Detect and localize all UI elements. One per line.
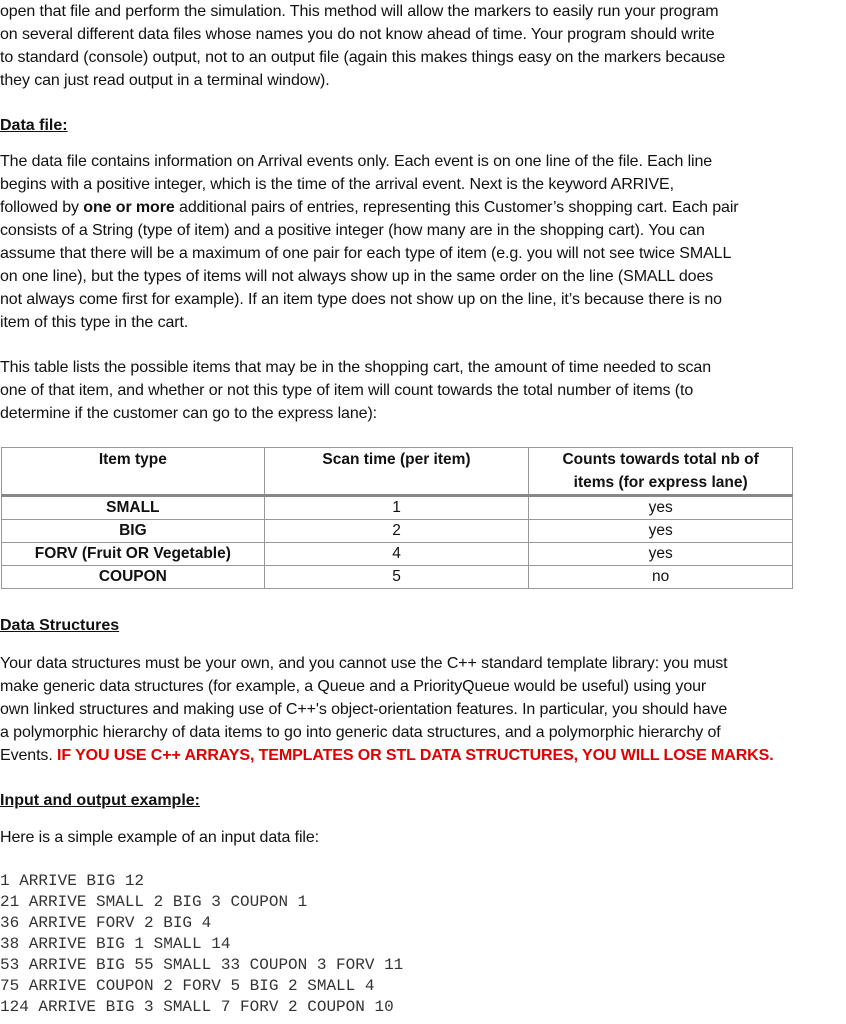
table-row	[2, 496, 793, 520]
input-line: 38 ARRIVE BIG 1 SMALL 14	[0, 935, 231, 953]
data-file-paragraph	[0, 150, 739, 334]
bold-text: one or more	[83, 199, 175, 216]
counts-cell: no	[529, 566, 793, 589]
column-header-scan-time: Scan time (per item)	[264, 448, 529, 496]
item-type-cell: COUPON	[2, 566, 265, 589]
paragraph-line: one of that item, and whether or not this type of item will count towards the total number of items (to	[0, 382, 694, 399]
paragraph-line: own linked structures and making use of C++'s object-orientation features. In particular, you should have	[0, 701, 728, 718]
scan-time-cell: 2	[264, 520, 529, 543]
input-line: 124 ARRIVE BIG 3 SMALL 7 FORV 2 COUPON 10	[0, 998, 394, 1016]
paragraph-line: consists of a String (type of item) and a positive integer (how many are in the shopping cart). You can	[0, 222, 705, 239]
counts-cell: yes	[529, 543, 793, 566]
intro-line: open that file and perform the simulation. This method will allow the markers to easily run your program	[0, 3, 719, 20]
table-intro-paragraph	[0, 356, 711, 425]
paragraph-line	[0, 744, 774, 767]
column-header-item-type: Item type	[2, 448, 265, 496]
table-row	[2, 566, 793, 589]
paragraph-line: begins with a positive integer, which is the time of the arrival event. Next is the keyword ARRIVE,	[0, 176, 674, 193]
paragraph-line: determine if the customer can go to the express lane):	[0, 405, 378, 422]
paragraph-line: on one line), but the types of items will not always show up in the same order on the line (SMALL does	[0, 268, 714, 285]
counts-cell: yes	[529, 496, 793, 520]
counts-cell: yes	[529, 520, 793, 543]
column-header-counts	[529, 448, 793, 496]
paragraph-line: make generic data structures (for example, a Queue and a PriorityQueue would be useful) using your	[0, 678, 707, 695]
item-type-cell: FORV (Fruit OR Vegetable)	[2, 543, 265, 566]
input-data-example	[0, 871, 403, 1018]
input-line: 53 ARRIVE BIG 55 SMALL 33 COUPON 3 FORV 11	[0, 956, 404, 974]
text-run: additional pairs of entries, representing this Customer’s shopping cart. Each pair	[174, 199, 739, 216]
data-structures-paragraph	[0, 652, 774, 767]
intro-paragraph	[0, 0, 725, 92]
text-run: Events.	[0, 747, 58, 764]
table-row	[2, 520, 793, 543]
paragraph-line: not always come first for example). If an item type does not show up on the line, it’s because there is no	[0, 291, 722, 308]
item-type-cell: SMALL	[2, 496, 265, 520]
paragraph-line: item of this type in the cart.	[0, 314, 189, 331]
io-example-intro: Here is a simple example of an input data file:	[0, 829, 320, 846]
warning-text: IF YOU USE C++ ARRAYS, TEMPLATES OR STL DATA STRUCTURES, YOU WILL LOSE MARKS.	[57, 747, 774, 764]
input-line: 21 ARRIVE SMALL 2 BIG 3 COUPON 1	[0, 893, 308, 911]
paragraph-line: a polymorphic hierarchy of data items to go into generic data structures, and a polymorphic hierarchy of	[0, 724, 721, 741]
paragraph-line: The data file contains information on Arrival events only. Each event is on one line of the file. Each line	[0, 153, 713, 170]
paragraph-line: This table lists the possible items that may be in the shopping cart, the amount of time needed to scan	[0, 359, 711, 376]
scan-time-cell: 5	[264, 566, 529, 589]
table-header-row	[2, 448, 793, 496]
intro-line: to standard (console) output, not to an output file (again this makes things easy on the markers because	[0, 49, 726, 66]
input-line: 75 ARRIVE COUPON 2 FORV 5 BIG 2 SMALL 4	[0, 977, 375, 995]
io-example-heading: Input and output example:	[0, 792, 200, 809]
header-line: items (for express lane)	[573, 474, 748, 491]
data-structures-heading: Data Structures	[0, 617, 120, 634]
item-types-table	[1, 447, 793, 589]
paragraph-line	[0, 196, 739, 219]
data-file-heading: Data file:	[0, 117, 68, 134]
paragraph-line: Your data structures must be your own, and you cannot use the C++ standard template library: you must	[0, 655, 728, 672]
intro-line: they can just read output in a terminal window).	[0, 72, 330, 89]
paragraph-line: assume that there will be a maximum of one pair for each type of item (e.g. you will not see twice SMALL	[0, 245, 732, 262]
table-row	[2, 543, 793, 566]
input-line: 36 ARRIVE FORV 2 BIG 4	[0, 914, 212, 932]
item-type-cell: BIG	[2, 520, 265, 543]
input-line: 1 ARRIVE BIG 12	[0, 872, 145, 890]
scan-time-cell: 1	[264, 496, 529, 520]
scan-time-cell: 4	[264, 543, 529, 566]
intro-line: on several different data files whose names you do not know ahead of time. Your program should write	[0, 26, 715, 43]
header-line: Counts towards total nb of	[562, 451, 759, 468]
text-run: followed by	[0, 199, 84, 216]
